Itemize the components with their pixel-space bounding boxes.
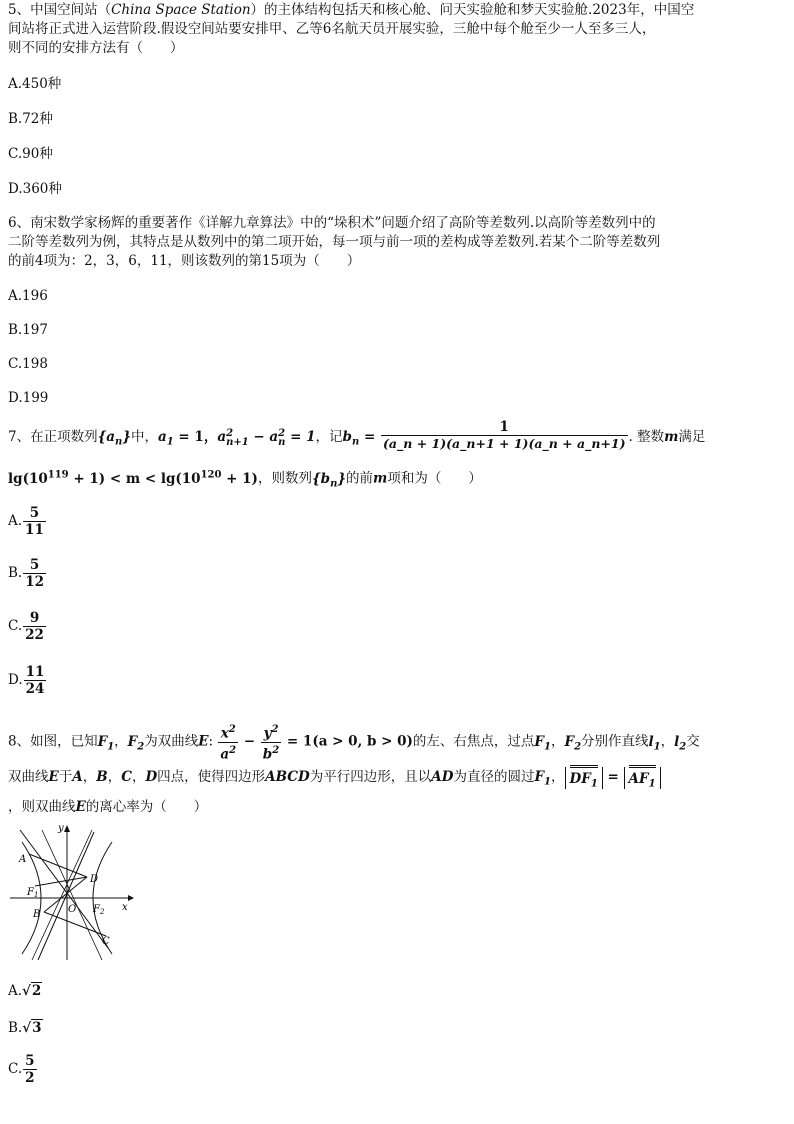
q7-text: ，记 [315, 429, 343, 445]
q8-F1: $F_1$ [97, 733, 115, 753]
q8-text: ，则双曲线 [8, 799, 76, 815]
q7-bn-fraction: $\frac{1}{(a\_n + 1)(a\_n+1 + 1)(a\_n + a\_n+1)}$ [383, 419, 626, 451]
q7-bn-denominator: (a_n + 1)(a_n+1 + 1)(a_n + a_n+1) [383, 436, 626, 451]
q5-stem-line1 [8, 1, 694, 19]
q8-F2: $F_2$ [564, 733, 582, 753]
q8-text: 为平行四边形，且以 [309, 769, 432, 785]
q7-text: 满足 [678, 429, 706, 445]
q8-stem-line1: 8、如图，已知$F_1$，$F_2$为双曲线E: $\frac{x^2}{a^2}$ − $\frac{y^2}{b^2}$ = 1(a > 0, b > 0)的左、右焦点，过点$F_1$，$F_2$分别作直线$l_1$，$l_2$交 [8, 724, 700, 762]
q5-option-a[interactable]: A.450种 [8, 76, 62, 92]
q7-recurrence: a 2 n+1 − a 2 n = 1 [217, 427, 316, 448]
q8-abs-DF1 [565, 767, 603, 789]
label-y: y [58, 823, 64, 834]
q8-abs-AF1 [624, 767, 661, 789]
q8-point-C: C [121, 769, 132, 785]
q7-m: m [373, 470, 388, 487]
q7-option-c-fraction: $\frac{9}{22}$ [25, 610, 44, 643]
q8-vector-DF1: $DF_1$ [570, 767, 598, 796]
q8-text: 的离心率为（ ） [85, 799, 208, 815]
q6-stem-line2: 二阶等差数列为例，其特点是从数列中的第二项开始，每一项与前一项的差构成等差数列.若某个二阶等差数列 [8, 234, 661, 250]
q8-AD: AD [431, 769, 454, 785]
q8-text: 于 [58, 769, 73, 785]
q7-option-d-fraction: $\frac{11}{24}$ [25, 664, 45, 697]
q7-text: ，则数列 [257, 470, 312, 487]
q5-text: 5、中国空间站（ [8, 2, 112, 18]
q8-point-A: A [72, 769, 83, 785]
q7-option-b[interactable]: B. $\frac{5}{12}$ [8, 557, 45, 590]
q7-text: 7、在正项数列 [8, 429, 98, 445]
q7-inequality: $\lg(10^{119} + 1) < m < \lg(10^{120} + 1)$ [8, 469, 258, 487]
segment-BD [44, 877, 87, 912]
q8-text: 交 [686, 733, 700, 750]
q7-text: 中， [131, 429, 158, 445]
q5-stem-line2: 间站将正式进入运营阶段.假设空间站要安排甲、乙等6名航天员开展实验，三舱中每个舱至少一人至多三人， [8, 21, 656, 37]
label-O: O [68, 904, 77, 915]
q8-condition: = 1(a > 0, b > 0) [282, 733, 413, 750]
label-F2: $F_2$ [93, 904, 105, 916]
q7-text: . 整数 [628, 429, 665, 445]
q8-point-D: D [145, 769, 158, 785]
q8-stem-line2: 双曲线E于A，B，C，D四点，使得四边形ABCD为平行四边形，且以AD为直径的圆过$F_1$， $DF_1 = AF_1$ [8, 764, 661, 796]
q8-text: 的左、右焦点，过点 [412, 733, 535, 750]
q8-x-fraction: $\frac{x^2}{a^2}$ [220, 724, 237, 762]
label-C: C [102, 936, 110, 947]
q7-bn: $b_n$ = [342, 429, 380, 448]
q8-stem-line3 [8, 798, 207, 816]
q5-english-name: China Space Station [111, 2, 251, 18]
q7-m: m [664, 429, 679, 445]
q6-stem-line1: 6、南宋数学家杨辉的重要著作《详解九章算法》中的“垛积术”问题介绍了高阶等差数列.以高阶等差数列中的 [8, 215, 656, 231]
q8-option-c[interactable]: C. $\frac{5}{2}$ [8, 1053, 35, 1086]
q7-seq-a: $\{a_n\}$ [97, 429, 131, 448]
label-B: B [33, 909, 41, 920]
q8-F1: $F_1$ [534, 769, 552, 788]
q8-ABCD: ABCD [265, 769, 310, 785]
q8-hyperbola-figure [8, 822, 138, 962]
q8-option-b[interactable]: B.√3 [8, 1020, 42, 1036]
q8-l1: $l_1$ [648, 733, 661, 753]
q7-text: 项和为（ ） [387, 470, 482, 487]
q7-stem-line2 [8, 466, 482, 493]
label-x: x [122, 902, 128, 913]
q8-F1: $F_1$ [534, 733, 551, 753]
q7-text: 的前 [346, 470, 374, 487]
label-D: D [90, 874, 99, 885]
q8-text: 四点，使得四边形 [157, 769, 266, 785]
y-axis-arrow [64, 825, 70, 832]
q8-text: 为直径的圆过 [453, 769, 535, 785]
q8-y-fraction: $\frac{y^2}{b^2}$ [262, 724, 280, 762]
q6-option-d[interactable]: D.199 [8, 390, 49, 406]
q8-text: 8、如图，已知 [8, 733, 98, 750]
q8-text: 双曲线 [8, 769, 49, 785]
q7-option-a[interactable]: A. $\frac{5}{11}$ [8, 505, 44, 538]
q7-a1: $a_1$ [158, 429, 174, 448]
sqrt-icon: √3 [22, 1020, 42, 1036]
q8-vector-AF1: $AF_1$ [629, 767, 656, 796]
q6-option-c[interactable]: C.198 [8, 356, 48, 372]
q8-option-a[interactable]: A.√2 [8, 983, 42, 999]
q8-l2: $l_2$ [674, 733, 687, 753]
q7-option-a-fraction: $\frac{5}{11}$ [25, 505, 44, 538]
q7-option-c[interactable]: C. $\frac{9}{22}$ [8, 610, 44, 643]
q8-F2: $F_2$ [127, 733, 145, 753]
q8-option-c-fraction: $\frac{5}{2}$ [25, 1053, 35, 1086]
q8-text: 分别作直线 [581, 733, 649, 750]
q5-stem-line3: 则不同的安排方法有（ ） [8, 40, 184, 56]
line-l2 [38, 832, 94, 960]
sqrt-icon: √2 [22, 983, 42, 999]
q6-option-b[interactable]: B.197 [8, 322, 48, 338]
q7-option-b-fraction: $\frac{5}{12}$ [25, 557, 45, 590]
q8-point-B: B [96, 769, 108, 785]
q5-option-d[interactable]: D.360种 [8, 181, 62, 197]
label-A: A [19, 854, 27, 865]
q7-text: = 1， [173, 429, 218, 445]
label-F1: $F_1$ [27, 887, 39, 899]
q5-option-b[interactable]: B.72种 [8, 111, 53, 127]
q6-stem-line3: 的前4项为：2，3，6，11，则该数列的第15项为（ ） [8, 253, 361, 269]
q7-seq-b: $\{b_n\}$ [311, 470, 347, 490]
q7-stem-line1 [8, 421, 705, 454]
q8-E: E [48, 769, 59, 785]
q8-E: E [75, 799, 86, 815]
q5-option-c[interactable]: C.90种 [8, 146, 53, 162]
q7-option-d[interactable]: D. $\frac{11}{24}$ [8, 664, 45, 697]
q5-text: ）的主体结构包括天和核心舱、问天实验舱和梦天实验舱.2023年，中国空 [250, 2, 695, 18]
x-axis-arrow [128, 895, 134, 901]
q8-text: 为双曲线 [144, 733, 199, 750]
q8-E: E [198, 733, 209, 750]
q6-option-a[interactable]: A.196 [8, 288, 48, 304]
